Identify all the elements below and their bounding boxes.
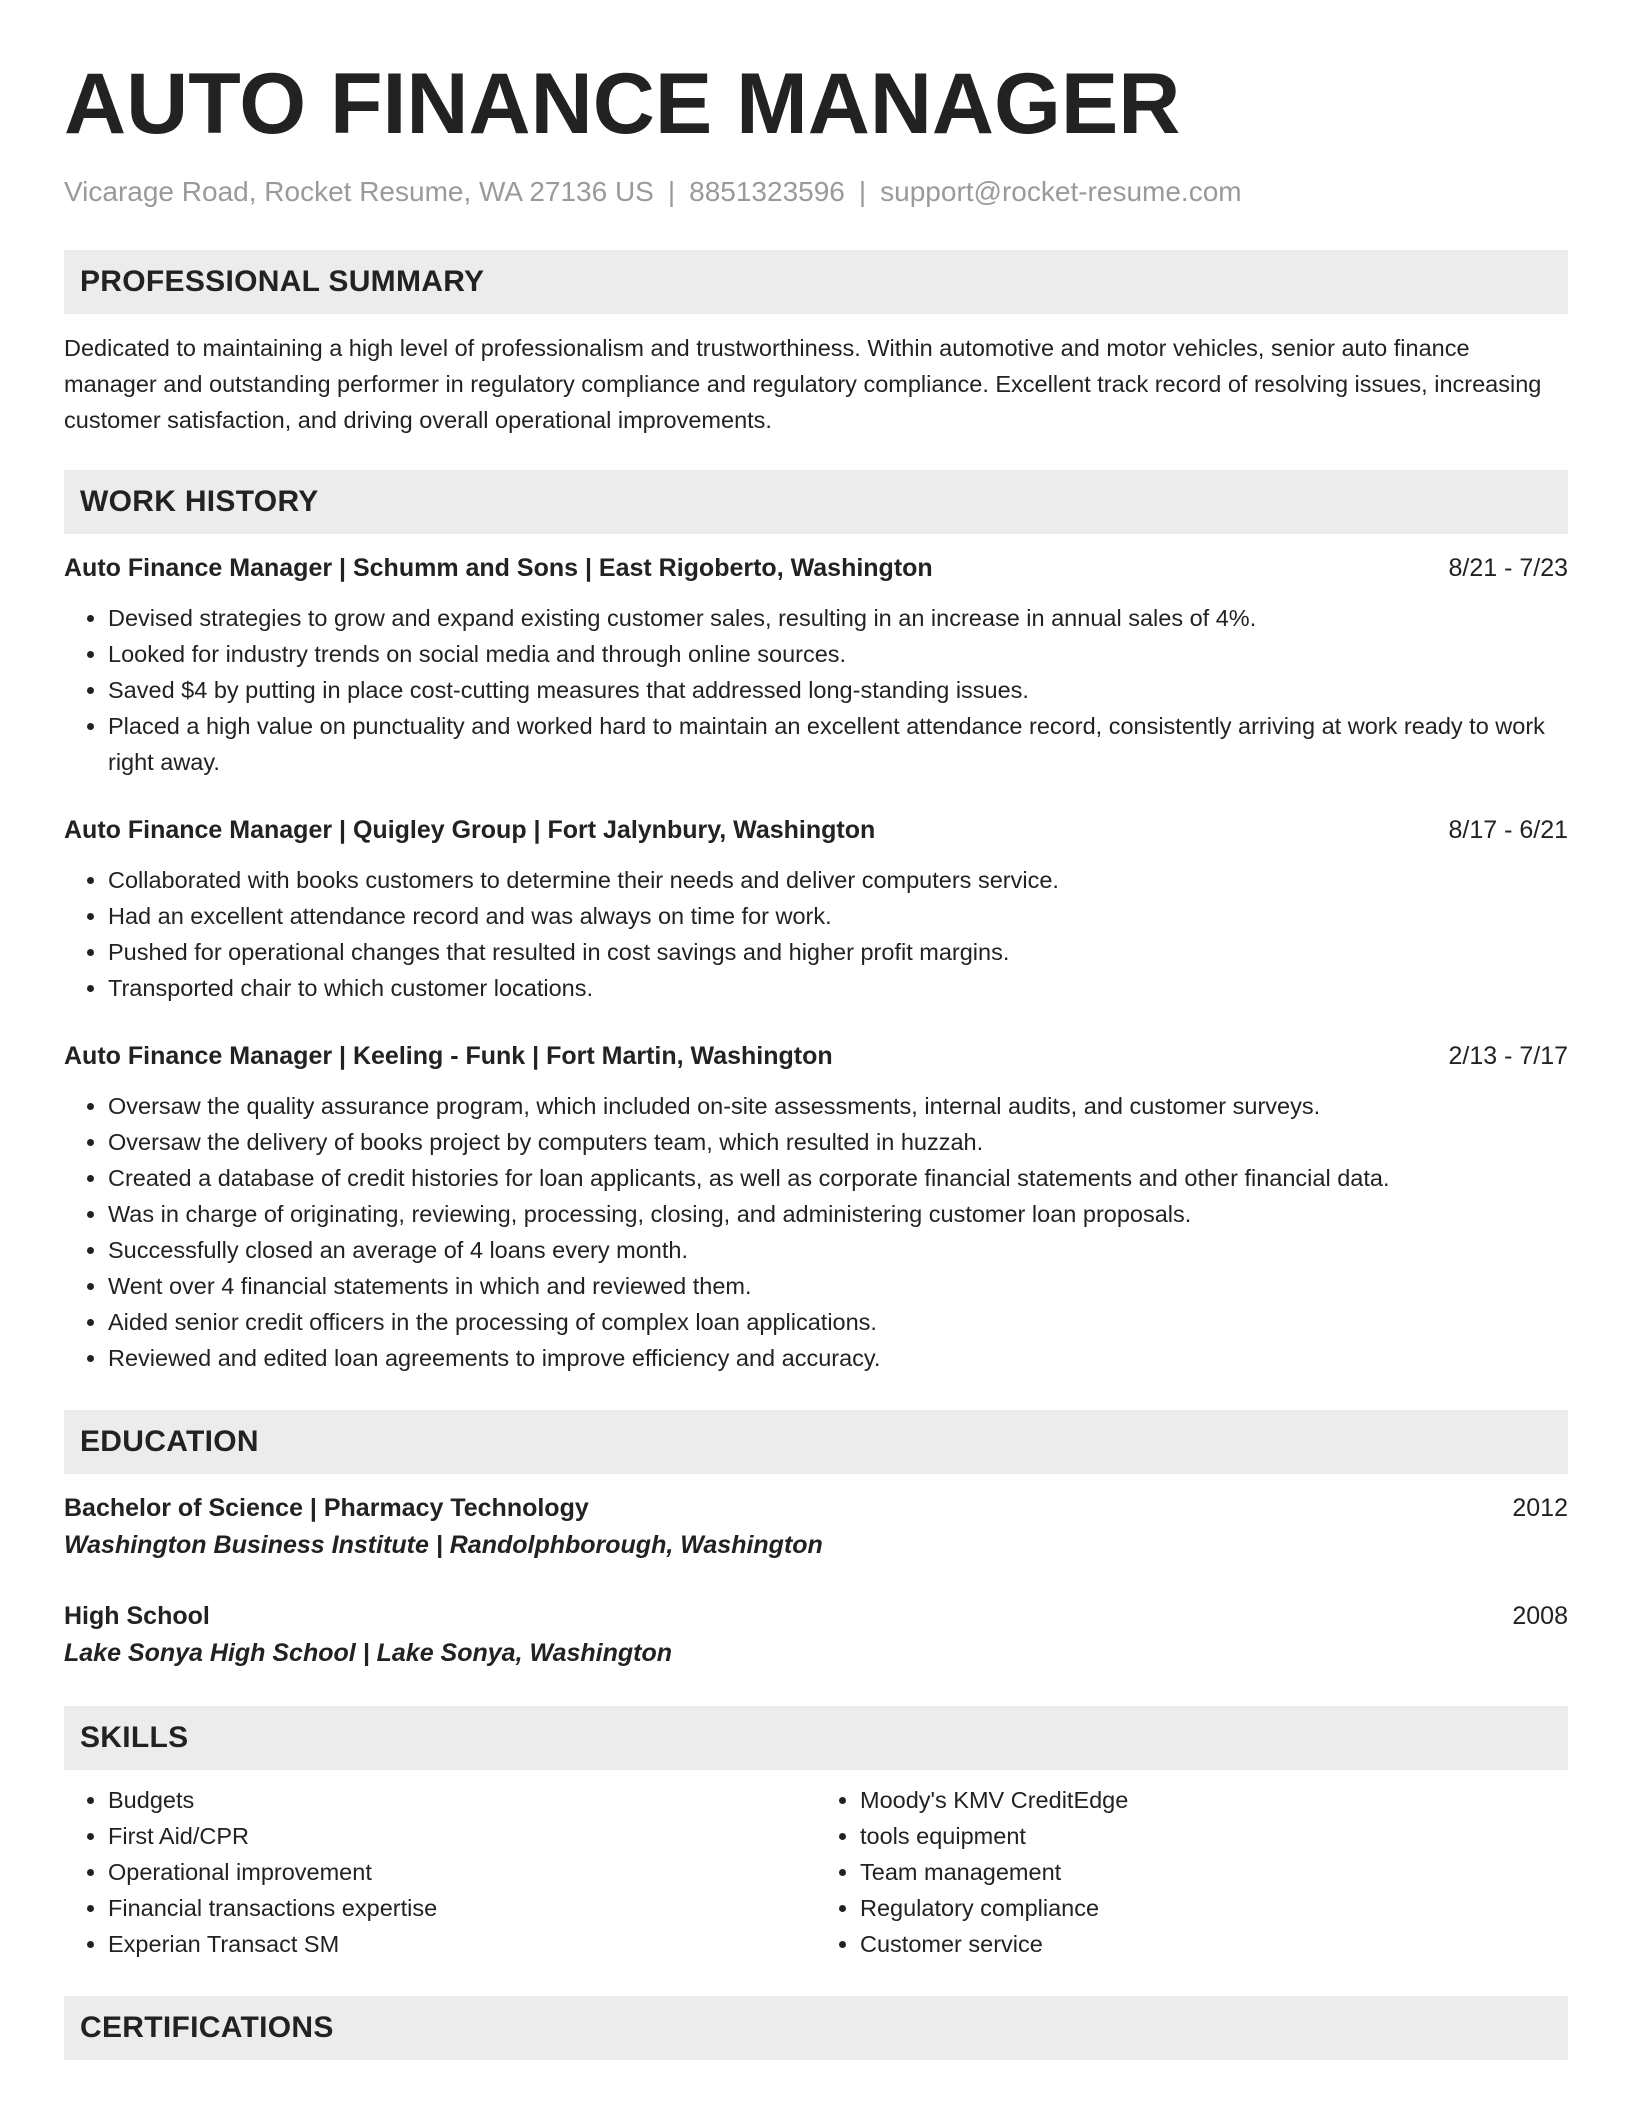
job-title: Auto Finance Manager | Keeling - Funk | Fort Martin, Washington [64, 1042, 833, 1070]
job-entry [64, 1038, 1568, 1376]
job-title: Auto Finance Manager | Quigley Group | Fort Jalynbury, Washington [64, 816, 876, 844]
education-header [64, 1598, 1568, 1634]
skill-item: • Regulatory compliance [860, 1890, 1568, 1926]
job-dates: 2/13 - 7/17 [1448, 1042, 1568, 1070]
skill-item: • tools equipment [860, 1818, 1568, 1854]
education-year: 2012 [1512, 1494, 1568, 1522]
job-bullets [64, 862, 1568, 1006]
job-bullet: • Went over 4 financial statements in which and reviewed them. [108, 1268, 1568, 1304]
job-bullet: • Had an excellent attendance record and was always on time for work. [108, 898, 1568, 934]
contact-line [64, 174, 1568, 210]
section-header-work-history: WORK HISTORY [64, 470, 1568, 534]
job-bullet: • Transported chair to which customer locations. [108, 970, 1568, 1006]
skills-list [64, 1770, 1568, 1962]
job-bullet: • Placed a high value on punctuality and worked hard to maintain an excellent attendance record, consistently arriving at work ready to work right away. [108, 708, 1568, 780]
job-bullet: • Created a database of credit histories for loan applicants, as well as corporate financial statements and other financial data. [108, 1160, 1568, 1196]
education-entry [64, 1598, 1568, 1672]
education-degree: High School [64, 1602, 210, 1630]
job-title: Auto Finance Manager | Schumm and Sons | East Rigoberto, Washington [64, 554, 933, 582]
job-header [64, 550, 1568, 586]
contact-phone: 8851323596 [689, 176, 845, 207]
job-bullet: • Oversaw the quality assurance program, which included on-site assessments, internal audits, and customer surveys. [108, 1088, 1568, 1124]
skill-item: • Budgets [108, 1782, 816, 1818]
job-bullet: • Aided senior credit officers in the processing of complex loan applications. [108, 1304, 1568, 1340]
job-bullet: • Pushed for operational changes that resulted in cost savings and higher profit margins. [108, 934, 1568, 970]
resume-name: AUTO FINANCE MANAGER [64, 56, 1181, 152]
skills-column-right [816, 1782, 1568, 1962]
job-bullet: • Collaborated with books customers to determine their needs and deliver computers service. [108, 862, 1568, 898]
job-entry [64, 550, 1568, 780]
education-school: Washington Business Institute | Randolphborough, Washington [64, 1531, 823, 1559]
job-bullet: • Reviewed and edited loan agreements to improve efficiency and accuracy. [108, 1340, 1568, 1376]
section-header-education: EDUCATION [64, 1410, 1568, 1474]
section-header-skills: SKILLS [64, 1706, 1568, 1770]
job-bullet: • Oversaw the delivery of books project by computers team, which resulted in huzzah. [108, 1124, 1568, 1160]
job-bullet: • Was in charge of originating, reviewing, processing, closing, and administering customer loan proposals. [108, 1196, 1568, 1232]
skill-item: • Team management [860, 1854, 1568, 1890]
skill-item: • Operational improvement [108, 1854, 816, 1890]
skill-item: • Experian Transact SM [108, 1926, 816, 1962]
contact-address: Vicarage Road, Rocket Resume, WA 27136 US [64, 176, 654, 207]
job-header [64, 812, 1568, 848]
job-bullet: • Successfully closed an average of 4 loans every month. [108, 1232, 1568, 1268]
section-header-certifications: CERTIFICATIONS [64, 1996, 1568, 2060]
education-degree: Bachelor of Science | Pharmacy Technology [64, 1494, 589, 1522]
job-entry [64, 812, 1568, 1006]
job-dates: 8/21 - 7/23 [1448, 554, 1568, 582]
job-bullet: • Saved $4 by putting in place cost-cutting measures that addressed long-standing issues. [108, 672, 1568, 708]
contact-separator: | [667, 176, 676, 207]
job-bullet: • Devised strategies to grow and expand existing customer sales, resulting in an increase in annual sales of 4%. [108, 600, 1568, 636]
contact-email: support@rocket-resume.com [880, 176, 1242, 207]
education-school: Lake Sonya High School | Lake Sonya, Washington [64, 1639, 673, 1667]
skill-item: • Moody's KMV CreditEdge [860, 1782, 1568, 1818]
job-header [64, 1038, 1568, 1074]
section-header-summary: PROFESSIONAL SUMMARY [64, 250, 1568, 314]
skill-item: • Financial transactions expertise [108, 1890, 816, 1926]
job-bullet: • Looked for industry trends on social media and through online sources. [108, 636, 1568, 672]
skills-column-left [64, 1782, 816, 1962]
skill-item: • Customer service [860, 1926, 1568, 1962]
education-year: 2008 [1512, 1602, 1568, 1630]
contact-separator: | [858, 176, 867, 207]
skill-item: • First Aid/CPR [108, 1818, 816, 1854]
education-header [64, 1490, 1568, 1526]
education-entry [64, 1490, 1568, 1564]
job-bullets [64, 1088, 1568, 1376]
job-dates: 8/17 - 6/21 [1448, 816, 1568, 844]
summary-text: Dedicated to maintaining a high level of professionalism and trustworthiness. Within automotive and motor vehicles, senior auto finance manager and outstanding performer in regulatory compliance and regulatory compliance. Excellent track record of resolving issues, increasing customer satisfaction, and driving overall operational improvements. [64, 335, 1542, 433]
job-bullets [64, 600, 1568, 780]
